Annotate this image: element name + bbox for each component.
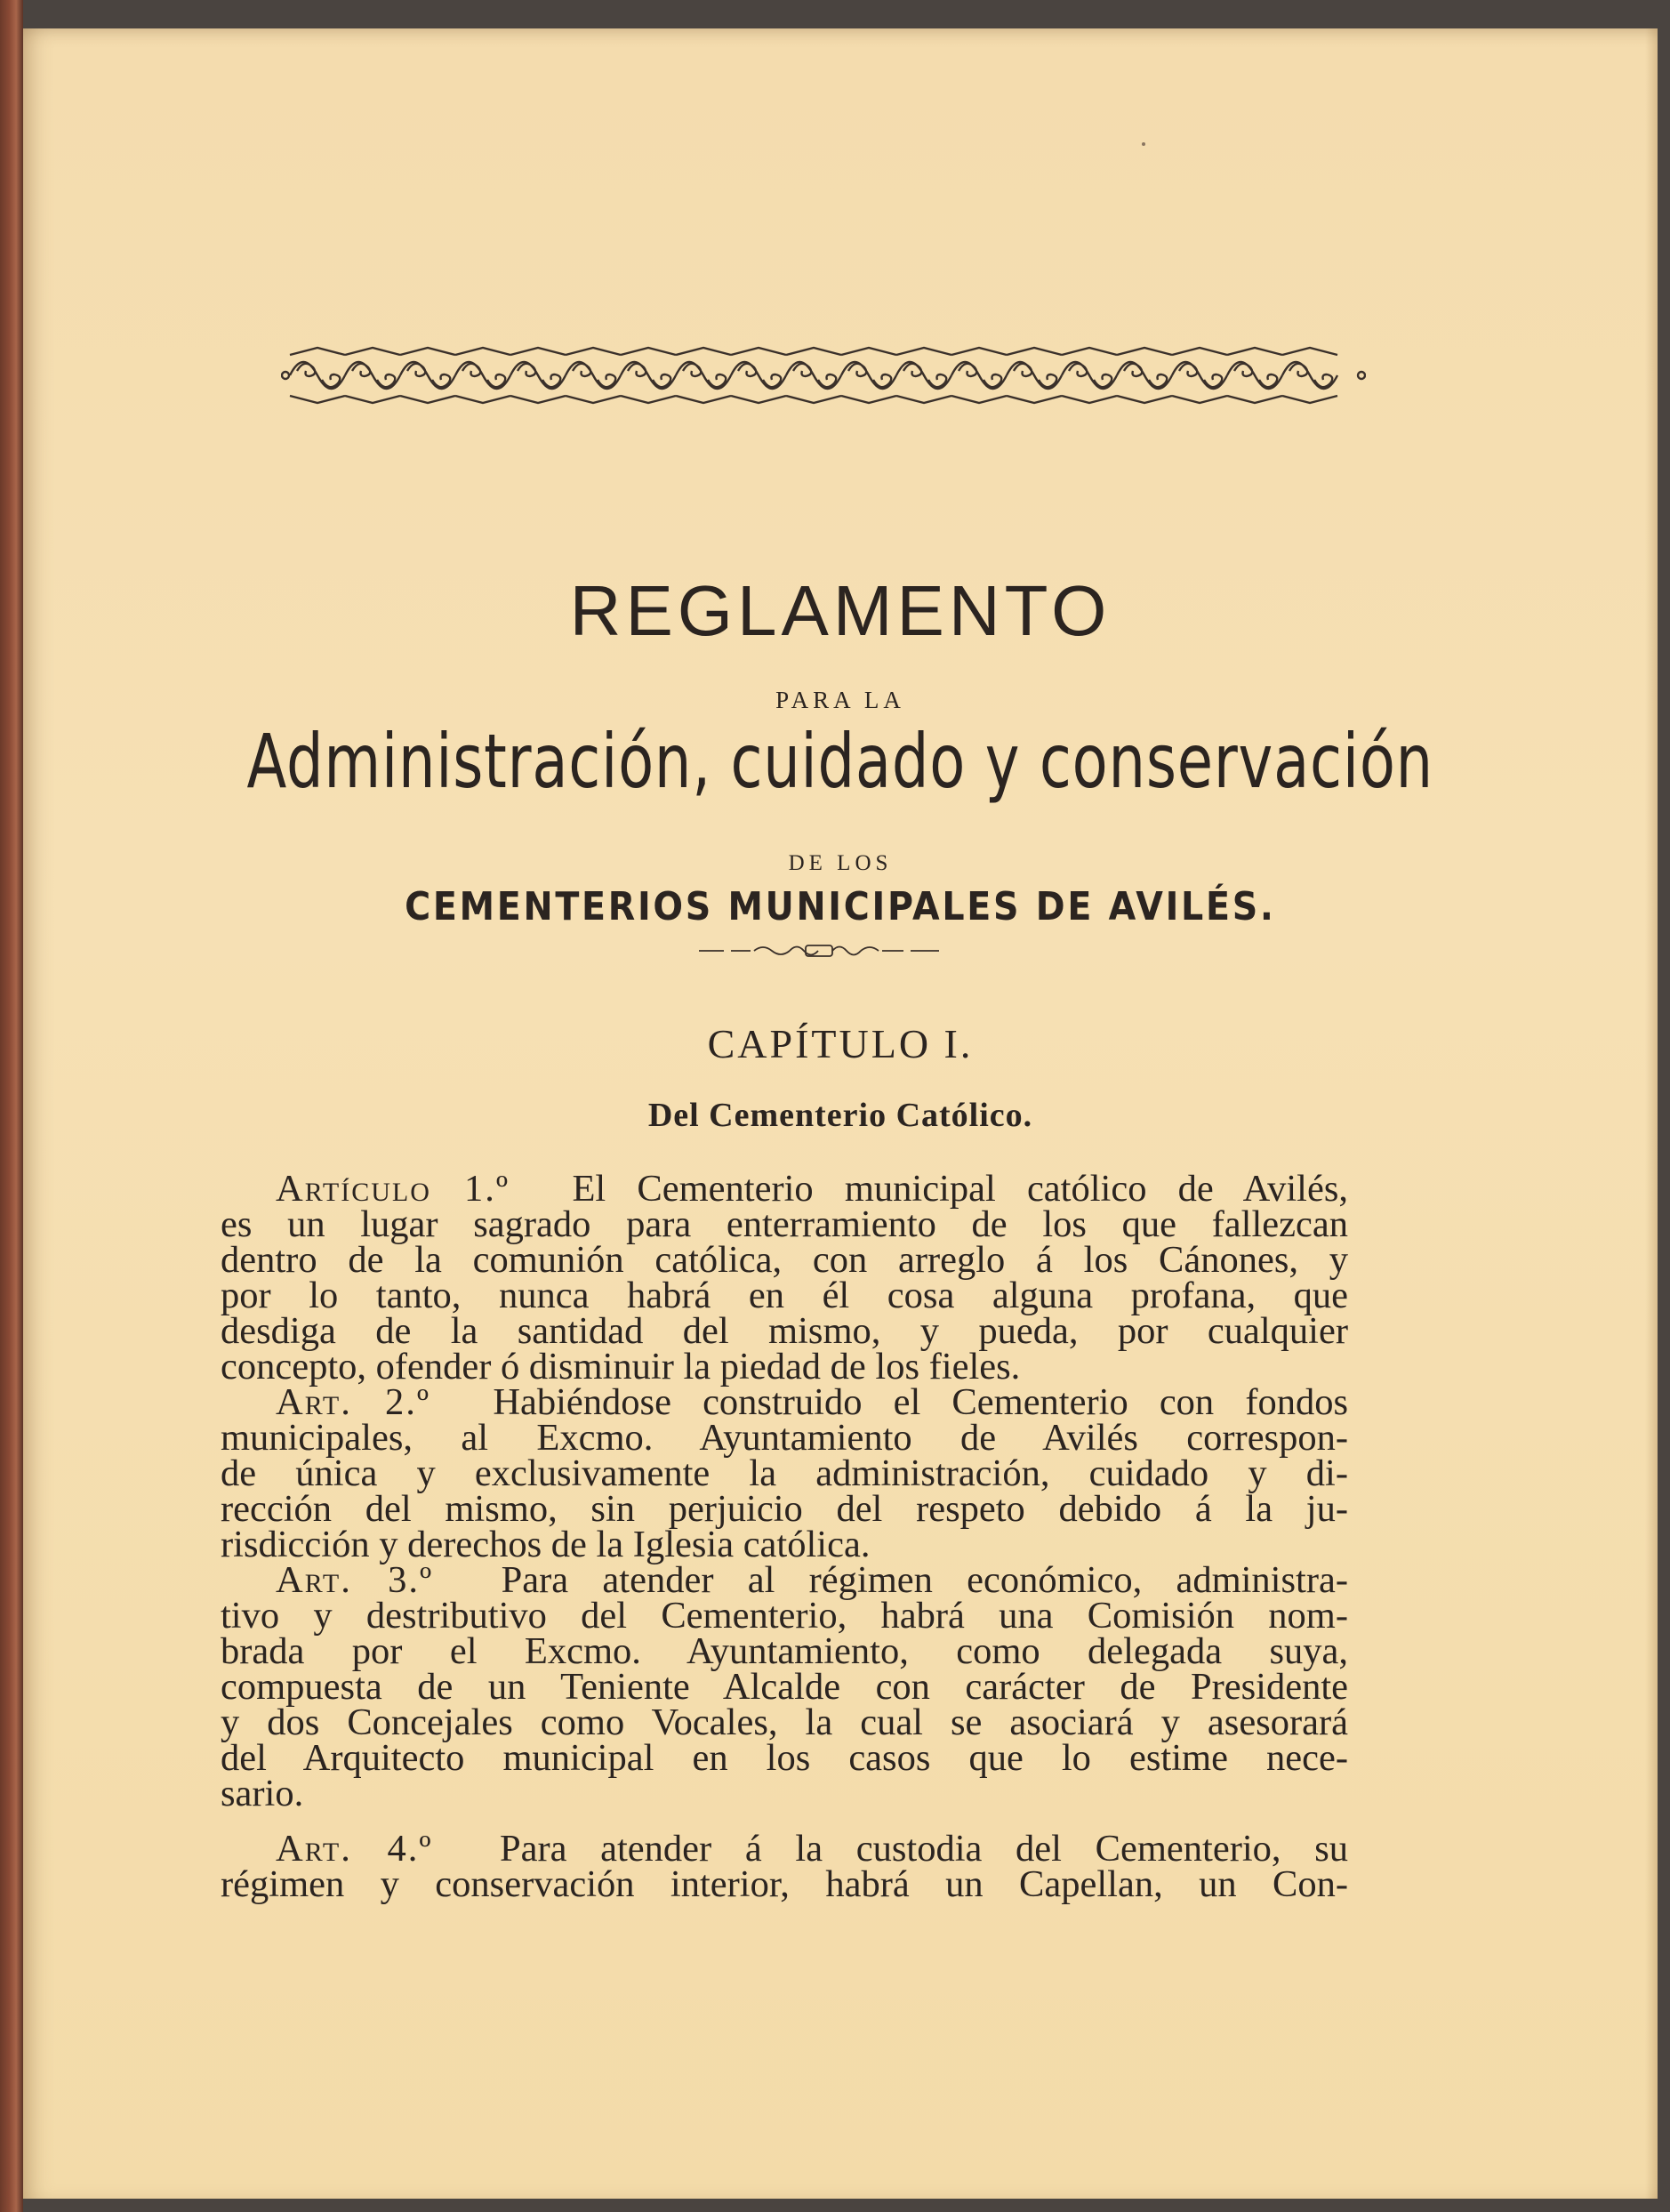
art4-text-0: Para atender á la custodia del Cementerio, su: [499, 1828, 1348, 1870]
art1-line-1: es un lugar sagrado para enterramiento de los que fallezcan: [221, 1203, 1348, 1245]
art2-line-4: risdicción y derechos de la Iglesia católica.: [221, 1524, 871, 1565]
art3-line-2: brada por el Excmo. Ayuntamiento, como delegada suya,: [221, 1630, 1348, 1672]
art2-text-0: Habiéndose construido el Cementerio con fondos: [493, 1381, 1349, 1423]
ornament-scroll: [1117, 348, 1172, 403]
art2-label: Art. 2.º: [276, 1381, 431, 1423]
ornament-scroll: [786, 348, 841, 403]
chapter-subheading: Del Cementerio Católico.: [647, 1097, 1033, 1134]
ornament-scroll: [290, 348, 345, 403]
art1-line-2: dentro de la comunión católica, con arreglo á los Cánones, y: [221, 1239, 1348, 1281]
subtitle: Administración, cuidado y conservación: [246, 718, 1433, 805]
art1-line-4: desdiga de la santidad del mismo, y pueda, por cualquier: [221, 1310, 1348, 1352]
ornament-end: [282, 372, 289, 379]
ornament-scroll: [1227, 348, 1282, 403]
art3-line-6: sario.: [221, 1773, 304, 1814]
art4-line-1: régimen y conservación interior, habrá un Capellan, un Con-: [221, 1863, 1348, 1905]
page-title: REGLAMENTO: [569, 571, 1112, 650]
ornament-band: [281, 335, 1366, 415]
art3-text-0: Para atender al régimen económico, administra-: [501, 1559, 1349, 1601]
page-sheet: [23, 28, 1658, 2199]
art2-line-3: rección del mismo, sin perjuicio del respeto debido á la ju-: [221, 1488, 1348, 1530]
art1-label: Artículo 1.º: [276, 1168, 510, 1210]
art2-line-0: [221, 1381, 1349, 1423]
ornament-scroll: [841, 348, 896, 403]
ink-speck: [1142, 142, 1145, 146]
art3-line-4: y dos Concejales como Vocales, la cual se asociará y asesorará: [221, 1701, 1348, 1743]
art1-line-3: por lo tanto, nunca habrá en él cosa alguna profana, que: [221, 1275, 1348, 1316]
ornament-end: [1358, 372, 1365, 379]
ornament-scroll: [731, 348, 786, 403]
para-la-line: PARA LA: [775, 687, 905, 713]
art4-line-0: [221, 1828, 1348, 1870]
ornament-scroll: [1062, 348, 1117, 403]
ornament-scroll: [951, 348, 1007, 403]
art3-label: Art. 3.º: [276, 1559, 434, 1601]
ornament-scroll: [1172, 348, 1227, 403]
book-spine: [0, 0, 23, 2212]
ornament-scroll: [896, 348, 951, 403]
body-text: [221, 1168, 1349, 1905]
art3-line-0: [221, 1559, 1349, 1601]
ornament-scroll: [566, 348, 621, 403]
chapter-heading: CAPÍTULO I.: [707, 1021, 974, 1066]
art3-line-1: tivo y destributivo del Cementerio, habrá una Comisión nom-: [221, 1595, 1348, 1637]
art2-line-1: municipales, al Excmo. Ayuntamiento de Avilés correspon-: [221, 1417, 1348, 1459]
ornament-scroll: [510, 348, 566, 403]
art2-line-2: de única y exclusivamente la administración, cuidado y di-: [221, 1452, 1348, 1494]
art1-line-0: [221, 1168, 1348, 1210]
ornament-scroll: [621, 348, 676, 403]
art1-text-0: El Cementerio municipal católico de Avilés,: [572, 1168, 1348, 1210]
art3-line-5: del Arquitecto municipal en los casos que lo estime nece-: [221, 1737, 1348, 1779]
ornament-scroll: [1007, 348, 1062, 403]
de-los-line: DE LOS: [788, 851, 893, 875]
art1-line-5: concepto, ofender ó disminuir la piedad de los fieles.: [221, 1346, 1021, 1388]
cementerios-heading: CEMENTERIOS MUNICIPALES DE AVILÉS.: [405, 884, 1276, 929]
ornament-scroll: [1282, 348, 1337, 403]
small-divider-ornament: [699, 940, 939, 961]
ornament-scroll: [455, 348, 510, 403]
art3-line-3: compuesta de un Teniente Alcalde con carácter de Presidente: [221, 1666, 1348, 1708]
ornament-scroll: [345, 348, 400, 403]
ornament-scroll: [400, 348, 455, 403]
ornament-scroll: [676, 348, 731, 403]
art4-label: Art. 4.º: [276, 1828, 433, 1870]
